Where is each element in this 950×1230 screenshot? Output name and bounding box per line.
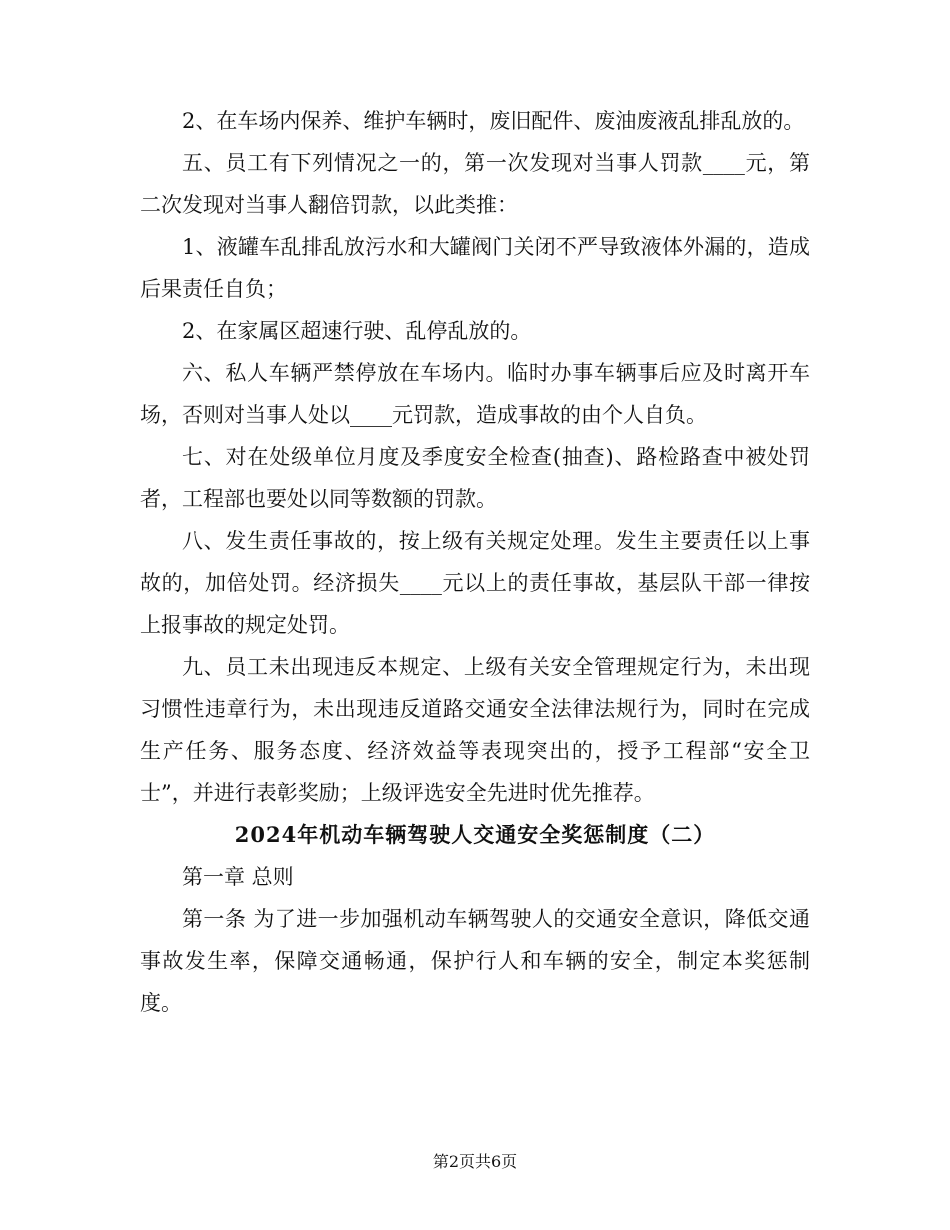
chapter-heading: 第一章 总则 bbox=[182, 865, 294, 889]
paragraph-article-one: 第一条 为了进一步加强机动车辆驾驶人的交通安全意识，降低交通事故发生率，保障交通畅通，保护行人和车辆的安全，制定本奖惩制度。 bbox=[140, 907, 810, 1015]
paragraph-article-seven: 七、对在处级单位月度及季度安全检查(抽查)、路检路查中被处罚者，工程部也要处以同等数额的罚款。 bbox=[140, 445, 810, 511]
page-number: 第2页共6页 bbox=[432, 1152, 518, 1171]
paragraph-article-five: 五、员工有下列情况之一的，第一次发现对当事人罚款____元，第二次发现对当事人翻倍罚款，以此类推： bbox=[140, 151, 810, 217]
paragraph-article-eight: 八、发生责任事故的，按上级有关规定处理。发生主要责任以上事故的，加倍处罚。经济损失____元以上的责任事故，基层队干部一律按上报事故的规定处罚。 bbox=[140, 529, 810, 637]
paragraph-article-six: 六、私人车辆严禁停放在车场内。临时办事车辆事后应及时离开车场，否则对当事人处以____元罚款，造成事故的由个人自负。 bbox=[140, 361, 810, 427]
paragraph-article-nine: 九、员工未出现违反本规定、上级有关安全管理规定行为，未出现习惯性违章行为，未出现违反道路交通安全法律法规行为，同时在完成生产任务、服务态度、经济效益等表现突出的，授予工程部“安全卫士”，并进行表彰奖励；上级评选安全先进时优先推荐。 bbox=[140, 655, 810, 805]
document-body bbox=[140, 100, 810, 1024]
paragraph-tanker-leak: 1、液罐车乱排乱放污水和大罐阀门关闭不严导致液体外漏的，造成后果责任自负； bbox=[140, 235, 810, 301]
section-title: 2024年机动车辆驾驶人交通安全奖惩制度（二） bbox=[234, 822, 716, 847]
paragraph-waste-disposal: 2、在车场内保养、维护车辆时，废旧配件、废油废液乱排乱放的。 bbox=[182, 109, 805, 133]
paragraph-speeding: 2、在家属区超速行驶、乱停乱放的。 bbox=[182, 319, 532, 343]
